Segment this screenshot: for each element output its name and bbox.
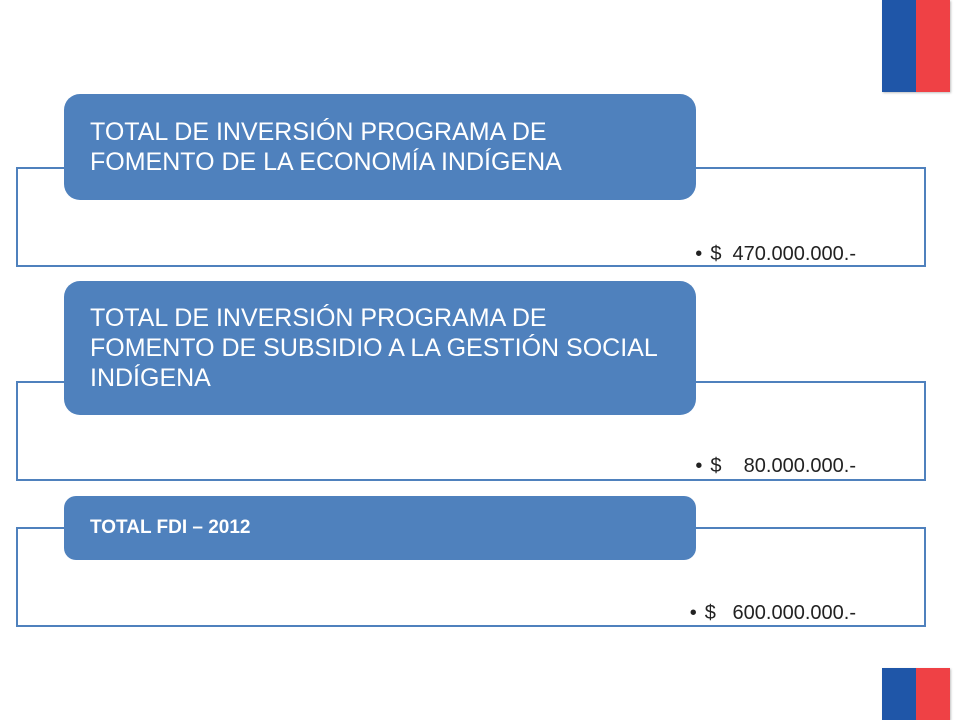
amount-total-fdi-value: $ 600.000.000.- [704, 602, 856, 624]
flag-red-stripe [916, 0, 950, 92]
amount-subsidio [684, 432, 856, 478]
bullet-icon: • [695, 455, 703, 477]
bullet-icon: • [689, 602, 697, 624]
amount-economia [684, 220, 856, 266]
chile-flag-logo-bottom [882, 668, 950, 720]
flag-blue-stripe [882, 0, 916, 92]
amount-subsidio-value: $ 80.000.000.- [710, 455, 856, 477]
heading-total-fdi-text: TOTAL FDI – 2012 [90, 517, 251, 538]
chile-flag-logo-top [882, 0, 950, 92]
flag-red-stripe [916, 668, 950, 720]
bullet-icon: • [695, 243, 703, 265]
heading-economia-text: TOTAL DE INVERSIÓN PROGRAMA DE FOMENTO DE LA ECONOMÍA INDÍGENA [90, 118, 562, 176]
heading-total-fdi [64, 496, 696, 560]
heading-economia [64, 94, 696, 200]
flag-blue-stripe [882, 668, 916, 720]
amount-economia-value: $ 470.000.000.- [710, 243, 856, 265]
heading-subsidio [64, 281, 696, 415]
heading-subsidio-text: TOTAL DE INVERSIÓN PROGRAMA DE FOMENTO DE SUBSIDIO A LA GESTIÓN SOCIAL INDÍGENA [90, 304, 657, 392]
amount-total-fdi [679, 579, 856, 625]
